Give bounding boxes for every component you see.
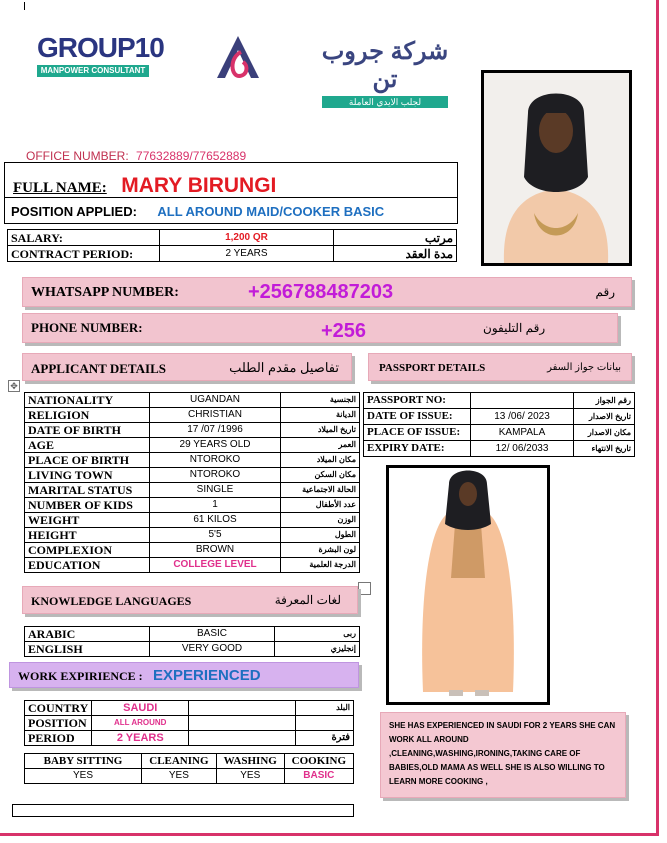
phone-bar (22, 313, 618, 343)
whatsapp-label: WHATSAPP NUMBER: (31, 285, 179, 300)
position-label: POSITION APPLIED: (11, 204, 137, 219)
applicant-row-label: COMPLEXION (25, 543, 150, 558)
languages-table (24, 626, 360, 657)
passport-details-header (368, 353, 632, 381)
language-row (25, 627, 360, 642)
applicant-row-ar: مكان السكن (281, 468, 360, 483)
passport-row-value: 13 /06/ 2023 (471, 409, 574, 425)
applicant-row-label: NATIONALITY (25, 393, 150, 408)
applicant-row-ar: العمر (281, 438, 360, 453)
cursor-mark (24, 2, 25, 10)
portrait-photo (484, 73, 629, 263)
skill-header-cooking: COOKING (284, 754, 353, 769)
passport-row-label: PLACE OF ISSUE: (364, 425, 471, 441)
passport-row-value: 12/ 06/2033 (471, 441, 574, 457)
applicant-row (25, 438, 360, 453)
work-table (24, 700, 354, 746)
arabic-company-name: شركة جروب تن (321, 38, 449, 93)
portrait-photo-frame (481, 70, 632, 266)
applicant-row-ar: الدرجة العلمية (281, 558, 360, 573)
applicant-row-ar: لون البشرة (281, 543, 360, 558)
full-name-label: FULL NAME: (13, 180, 107, 196)
applicant-row-label: NUMBER OF KIDS (25, 498, 150, 513)
experience-description-box (380, 712, 626, 798)
applicant-row-value: SINGLE (150, 483, 281, 498)
whatsapp-ar: رقم (595, 285, 615, 299)
applicant-row-ar: تاريخ الميلاد (281, 423, 360, 438)
experience-description: SHE HAS EXPERIENCED IN SAUDI FOR 2 YEARS SHE CAN WORK ALL AROUND ,CLEANING,WASHING,IRONING,TAKING CARE OF BABIES,OLD MAMA AS WELL SHE IS ALSO WILLING TO LEARN MORE COOKING , (389, 721, 616, 786)
applicant-row (25, 483, 360, 498)
applicant-row-value: 1 (150, 498, 281, 513)
applicant-row-value: 29 YEARS OLD (150, 438, 281, 453)
applicant-row-value: 61 KILOS (150, 513, 281, 528)
applicant-row-value: COLLEGE LEVEL (150, 558, 281, 573)
applicant-row-ar: الوزن (281, 513, 360, 528)
languages-title-ar: لغات المعرفة (274, 593, 341, 607)
resize-handle-icon[interactable] (358, 582, 371, 595)
applicant-row-label: EDUCATION (25, 558, 150, 573)
arabic-company-logo (320, 38, 450, 108)
full-body-photo (389, 468, 547, 702)
phone-label: PHONE NUMBER: (31, 320, 143, 335)
salary-table (7, 229, 457, 262)
phone-value[interactable]: +256 (321, 320, 367, 342)
contract-label: CONTRACT PERIOD: (8, 246, 160, 262)
passport-row (364, 425, 635, 441)
office-label: OFFICE NUMBER: (26, 149, 129, 163)
applicant-row-value: BROWN (150, 543, 281, 558)
group10-logo-text: GROUP10 (37, 32, 164, 63)
group10-logo (37, 33, 164, 77)
work-experience-title: WORK EXPIRIENCE : (18, 669, 143, 683)
salary-value: 1,200 QR (160, 230, 334, 246)
applicant-row-ar: الديانة (281, 408, 360, 423)
passport-row-value: KAMPALA (471, 425, 574, 441)
language-row (25, 642, 360, 657)
languages-title: KNOWLEDGE LANGUAGES (31, 594, 192, 608)
move-handle-icon[interactable]: ✥ (8, 380, 20, 392)
applicant-row-value: 17 /07 /1996 (150, 423, 281, 438)
group10-logo-sub: MANPOWER CONSULTANT (37, 65, 149, 77)
applicant-row (25, 543, 360, 558)
contract-value: 2 YEARS (160, 246, 334, 262)
skill-value-cooking: BASIC (284, 769, 353, 784)
salary-ar: مرتب (334, 230, 457, 246)
skill-value-baby-sitting: YES (25, 769, 142, 784)
full-body-photo-frame (386, 465, 550, 705)
language-row-label: ENGLISH (25, 642, 150, 657)
language-row-ar: إنجليزي (275, 642, 360, 657)
language-row-label: ARABIC (25, 627, 150, 642)
applicant-row-value: CHRISTIAN (150, 408, 281, 423)
passport-row-label: EXPIRY DATE: (364, 441, 471, 457)
whatsapp-bar (22, 277, 632, 307)
applicant-row-label: LIVING TOWN (25, 468, 150, 483)
applicant-row-ar: مكان الميلاد (281, 453, 360, 468)
passport-row-ar: مكان الاصدار (574, 425, 635, 441)
work-country-ar: البلد (296, 701, 354, 716)
applicant-row-label: RELIGION (25, 408, 150, 423)
work-position-label: POSITION (25, 716, 92, 731)
languages-header (22, 586, 358, 614)
applicant-row (25, 423, 360, 438)
applicant-row (25, 513, 360, 528)
passport-row-label: PASSPORT NO: (364, 393, 471, 409)
language-row-value: VERY GOOD (150, 642, 275, 657)
applicant-row (25, 453, 360, 468)
passport-row-label: DATE OF ISSUE: (364, 409, 471, 425)
passport-row (364, 393, 635, 409)
skill-value-washing: YES (216, 769, 284, 784)
skill-header-baby-sitting: BABY SITTING (25, 754, 142, 769)
language-row-ar: ربى (275, 627, 360, 642)
office-number: 77632889/77652889 (136, 149, 247, 163)
contract-ar: مدة العقد (334, 246, 457, 262)
applicant-details-header (22, 353, 352, 381)
applicant-row-label: DATE OF BIRTH (25, 423, 150, 438)
passport-table (363, 392, 635, 457)
arabic-company-sub: لجلب الايدي العاملة (322, 96, 448, 108)
brand-emblem-icon (211, 32, 265, 82)
applicant-row (25, 408, 360, 423)
work-period-label: PERIOD (25, 731, 92, 746)
passport-row-value (471, 393, 574, 409)
applicant-row-ar: الحالة الاجتماعية (281, 483, 360, 498)
applicant-row (25, 528, 360, 543)
applicant-row-label: HEIGHT (25, 528, 150, 543)
applicant-row-label: MARITAL STATUS (25, 483, 150, 498)
skills-table (24, 753, 354, 784)
applicant-row-label: AGE (25, 438, 150, 453)
work-position-value: ALL AROUND (92, 716, 189, 731)
applicant-row-ar: الطول (281, 528, 360, 543)
applicant-row-ar: الجنسية (281, 393, 360, 408)
passport-details-title: PASSPORT DETAILS (379, 362, 486, 374)
applicant-row (25, 468, 360, 483)
applicant-details-title: APPLICANT DETAILS (31, 361, 166, 376)
skill-header-cleaning: CLEANING (142, 754, 217, 769)
phone-ar: رقم التليفون (483, 321, 546, 335)
passport-row-ar: تاريخ الاصدار (574, 409, 635, 425)
applicant-row-value: NTOROKO (150, 453, 281, 468)
passport-row (364, 409, 635, 425)
empty-footer-box (12, 804, 354, 817)
salary-label: SALARY: (8, 230, 160, 246)
passport-row-ar: تاريخ الانتهاء (574, 441, 635, 457)
work-country-label: COUNTRY (25, 701, 92, 716)
work-period-value: 2 YEARS (92, 731, 189, 746)
applicant-row-label: PLACE OF BIRTH (25, 453, 150, 468)
work-country-value: SAUDI (92, 701, 189, 716)
passport-row-ar: رقم الجواز (574, 393, 635, 409)
identity-box (4, 162, 458, 224)
passport-row (364, 441, 635, 457)
position-row (11, 203, 384, 221)
language-row-value: BASIC (150, 627, 275, 642)
work-period-ar: فترة (296, 731, 354, 746)
applicant-row (25, 558, 360, 573)
work-experience-status: EXPERIENCED (153, 667, 261, 684)
applicant-table (24, 392, 360, 573)
passport-details-title-ar: بيانات جواز السفر (547, 362, 621, 373)
applicant-row-label: WEIGHT (25, 513, 150, 528)
work-experience-header (9, 662, 359, 688)
office-number-line (26, 149, 246, 163)
skill-value-cleaning: YES (142, 769, 217, 784)
position-value: ALL AROUND MAID/COOKER BASIC (157, 204, 385, 219)
full-name-value: MARY BIRUNGI (121, 174, 277, 197)
applicant-row-value: NTOROKO (150, 468, 281, 483)
applicant-details-title-ar: تفاصيل مقدم الطلب (229, 360, 339, 375)
skill-header-washing: WASHING (216, 754, 284, 769)
whatsapp-value[interactable]: +256788487203 (248, 281, 394, 303)
applicant-row-value: 5'5 (150, 528, 281, 543)
applicant-row (25, 498, 360, 513)
applicant-row-ar: عدد الأطفال (281, 498, 360, 513)
applicant-row-value: UGANDAN (150, 393, 281, 408)
applicant-row (25, 393, 360, 408)
full-name-row (13, 174, 276, 198)
